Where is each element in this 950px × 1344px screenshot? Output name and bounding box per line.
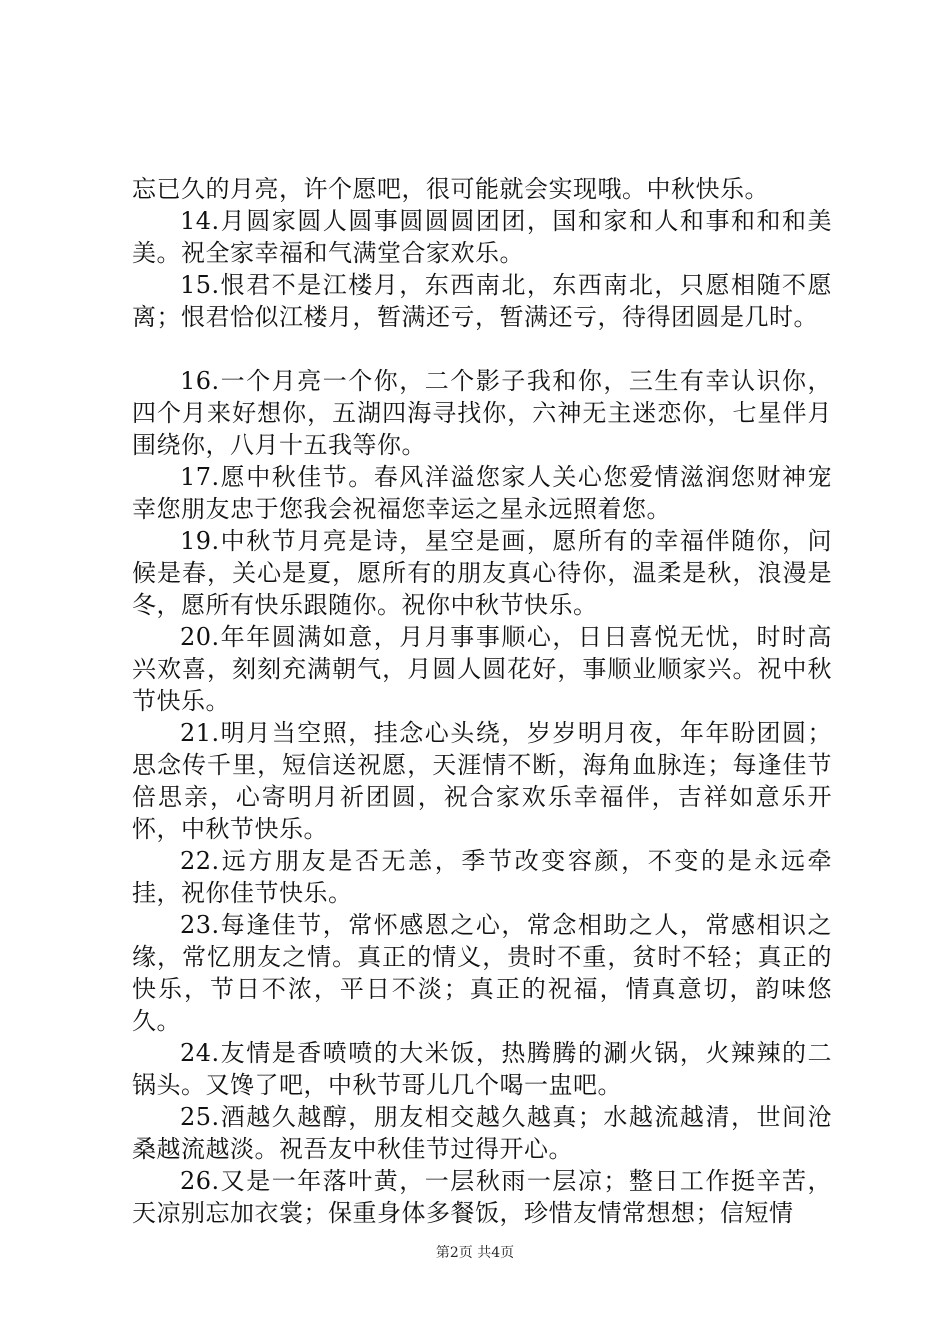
paragraph-17: 17.愿中秋佳节。春风洋溢您家人关心您爱情滋润您财神宠幸您朋友忠于您我会祝福您幸运之星永远照着您。 <box>132 463 832 523</box>
paragraph-21: 21.明月当空照，挂念心头绕，岁岁明月夜，年年盼团圆；思念传千里，短信送祝愿，天涯情不断，海角血脉连；每逢佳节倍思亲，心寄明月祈团圆，祝合家欢乐幸福伴，吉祥如意乐开怀，中秋节快乐。 <box>132 719 832 843</box>
paragraph-26: 26.又是一年落叶黄，一层秋雨一层凉；整日工作挺辛苦，天凉别忘加衣裳；保重身体多餐饭，珍惜友情常想想；信短情 <box>132 1167 832 1227</box>
paragraph-19: 19.中秋节月亮是诗，星空是画，愿所有的幸福伴随你，问候是春，关心是夏，愿所有的朋友真心待你，温柔是秋，浪漫是冬，愿所有快乐跟随你。祝你中秋节快乐。 <box>132 527 832 619</box>
paragraph-16: 16.一个月亮一个你，二个影子我和你，三生有幸认识你，四个月来好想你，五湖四海寻找你，六神无主迷恋你，七星伴月围绕你，八月十五我等你。 <box>132 367 832 459</box>
paragraph-14: 14.月圆家圆人圆事圆圆圆团团，国和家和人和事和和和美美。祝全家幸福和气满堂合家欢乐。 <box>132 207 832 267</box>
page-number-footer: 第2页 共4页 <box>435 1245 515 1261</box>
paragraph-20: 20.年年圆满如意，月月事事顺心，日日喜悦无忧，时时高兴欢喜，刻刻充满朝气，月圆人圆花好，事顺业顺家兴。祝中秋节快乐。 <box>132 623 832 715</box>
paragraph-continuation: 忘已久的月亮，许个愿吧，很可能就会实现哦。中秋快乐。 <box>132 175 769 203</box>
document-body <box>132 173 832 1229</box>
paragraph-15: 15.恨君不是江楼月，东西南北，东西南北，只愿相随不愿离；恨君恰似江楼月，暂满还亏，暂满还亏，待得团圆是几时。 <box>132 271 832 331</box>
paragraph-23: 23.每逢佳节，常怀感恩之心，常念相助之人，常感相识之缘，常忆朋友之情。真正的情义，贵时不重，贫时不轻；真正的快乐，节日不浓，平日不淡；真正的祝福，情真意切，韵味悠久。 <box>132 911 832 1035</box>
paragraph-22: 22.远方朋友是否无恙，季节改变容颜，不变的是永远牵挂，祝你佳节快乐。 <box>132 847 832 907</box>
paragraph-24: 24.友情是香喷喷的大米饭，热腾腾的涮火锅，火辣辣的二锅头。又馋了吧，中秋节哥儿几个喝一盅吧。 <box>132 1039 832 1099</box>
paragraph-25: 25.酒越久越醇，朋友相交越久越真；水越流越清，世间沧桑越流越淡。祝吾友中秋佳节过得开心。 <box>132 1103 832 1163</box>
